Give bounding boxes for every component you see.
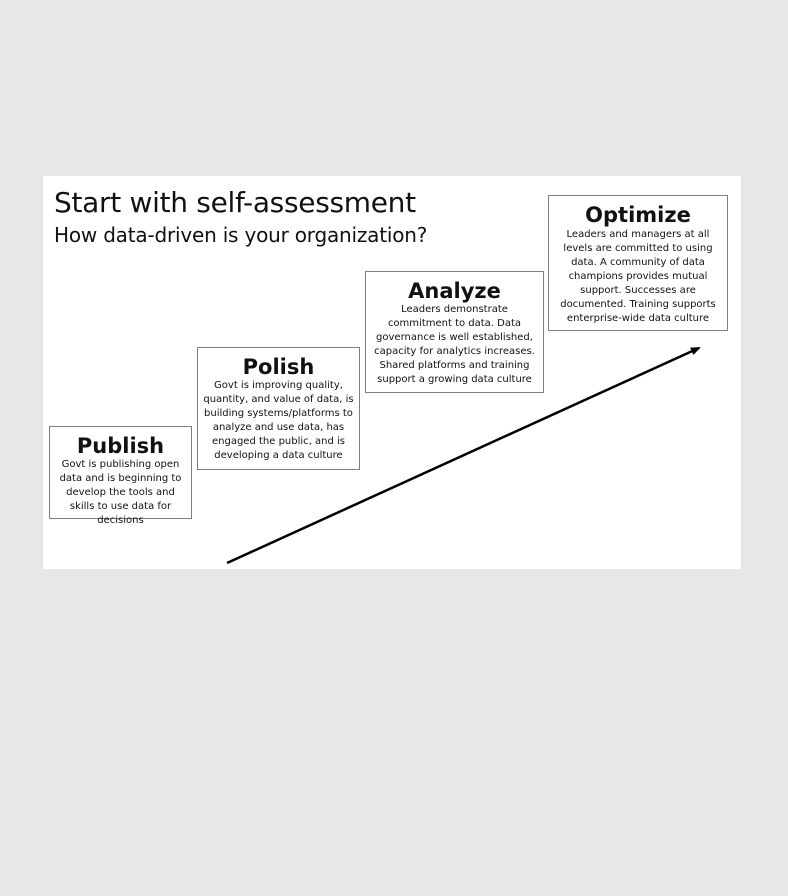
stage-name: Polish xyxy=(242,355,315,379)
stage-name: Optimize xyxy=(585,203,691,227)
stage-analyze xyxy=(365,271,544,393)
stage-description: Govt is improving quality, quantity, and value of data, is building systems/platforms to analyze and use data, has engaged the public, and is developing a data culture xyxy=(203,380,354,461)
stage-name: Analyze xyxy=(408,279,501,303)
stage-description: Govt is publishing open data and is beginning to develop the tools and skills to use data for decisions xyxy=(59,459,182,526)
stage-description: Leaders and managers at all levels are committed to using data. A community of data champions provides mutual support. Successes are documented. Training supports enterprise-wide data culture xyxy=(560,229,716,324)
stage-description: Leaders demonstrate commitment to data. Data governance is well established, capacity for analytics increases. Shared platforms and training support a growing data culture xyxy=(374,304,535,385)
slide-subtitle: How data-driven is your organization? xyxy=(54,223,428,247)
slide xyxy=(43,176,741,569)
stage-polish xyxy=(197,347,360,470)
stage-optimize xyxy=(548,195,728,331)
slide-title: Start with self-assessment xyxy=(54,186,416,219)
stage-publish xyxy=(49,426,192,526)
stage-name: Publish xyxy=(76,434,165,458)
